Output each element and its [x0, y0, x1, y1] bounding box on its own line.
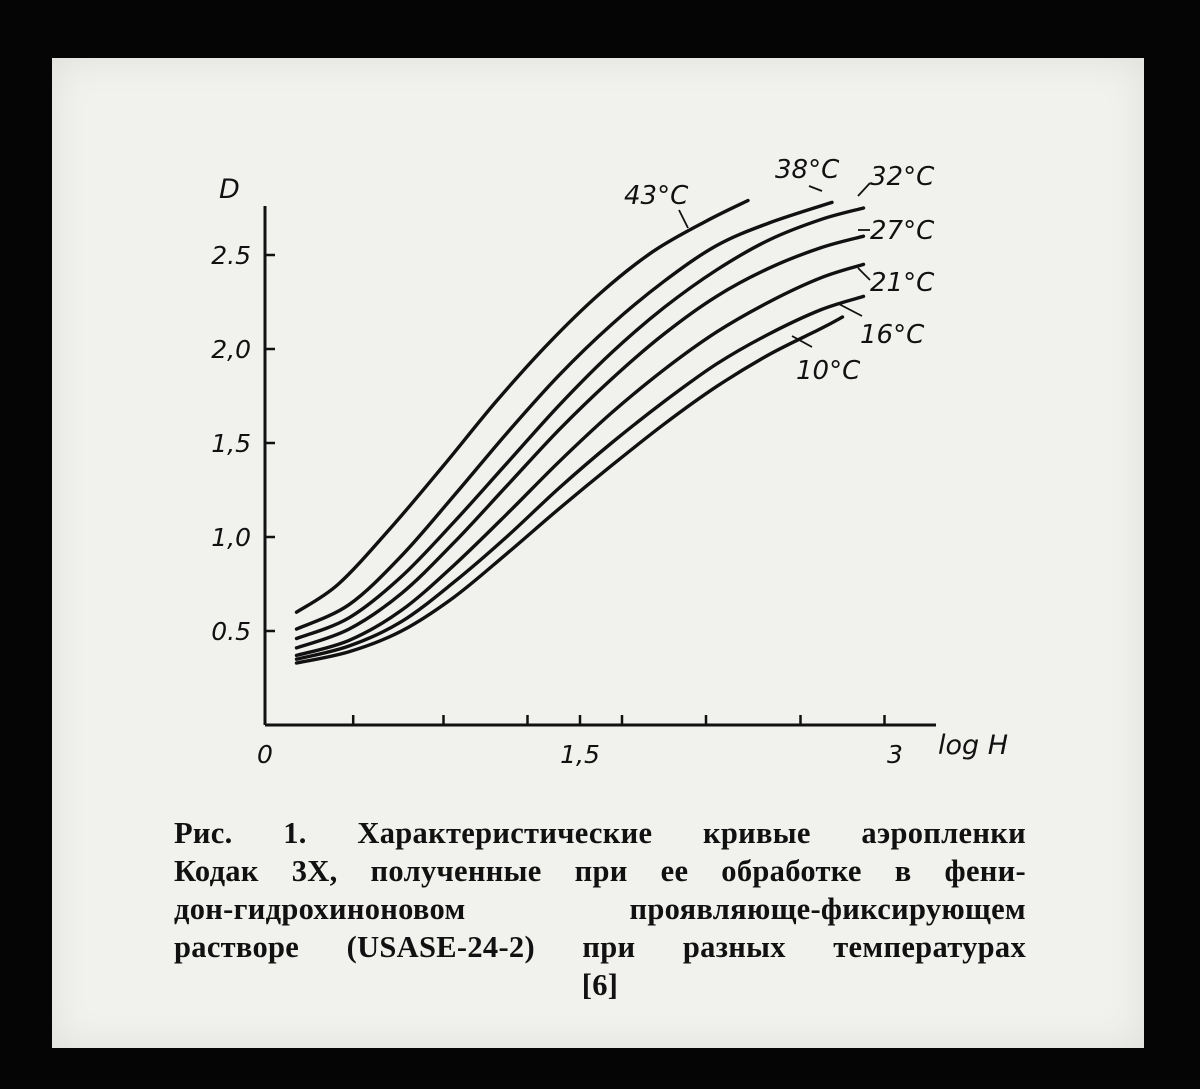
characteristic-curves-chart	[52, 58, 1144, 818]
figure-caption	[174, 814, 1026, 1004]
y-tick-label: 1,0	[211, 523, 251, 552]
leader-16	[837, 303, 862, 316]
caption-line-3: дон-гидрохиноновом проявляюще-фиксирующем	[174, 892, 1026, 926]
curve-label-10: 10°C	[796, 356, 861, 386]
caption-line-2: Кодак 3X, полученные при ее обработке в фени-	[174, 854, 1026, 888]
y-tick-label: 2,0	[211, 335, 251, 364]
x-tick-label: 1,5	[560, 740, 600, 769]
caption-line-4: растворе (USASE-24-2) при разных температурах	[174, 930, 1026, 964]
y-tick-label: 2.5	[211, 241, 251, 270]
curve-label-16: 16°C	[860, 320, 925, 350]
curve-label-38: 38°C	[775, 155, 840, 185]
curve-21c	[297, 264, 864, 655]
slide-frame	[52, 58, 1144, 1048]
y-tick-label: 1,5	[211, 429, 251, 458]
leader-21	[858, 268, 870, 280]
leader-43	[679, 210, 688, 228]
curve-label-27: 27°C	[870, 216, 935, 246]
caption-line-1: Рис. 1. Характеристические кривые аэропленки	[174, 816, 1026, 850]
curve-label-32: 32°C	[870, 162, 935, 192]
y-axis-label: D	[219, 174, 240, 205]
curve-label-43: 43°C	[624, 181, 689, 211]
y-tick-label: 0.5	[211, 617, 251, 646]
leader-38	[809, 186, 822, 191]
curve-38c	[297, 202, 833, 629]
caption-reference: [6]	[581, 968, 619, 1002]
x-tick-label: 0	[257, 740, 273, 769]
x-tick-label: 3	[887, 740, 903, 769]
curve-label-21: 21°C	[870, 268, 935, 298]
leader-32	[858, 183, 870, 196]
x-axis-label: log H	[938, 730, 1009, 761]
curve-43c	[297, 201, 749, 613]
